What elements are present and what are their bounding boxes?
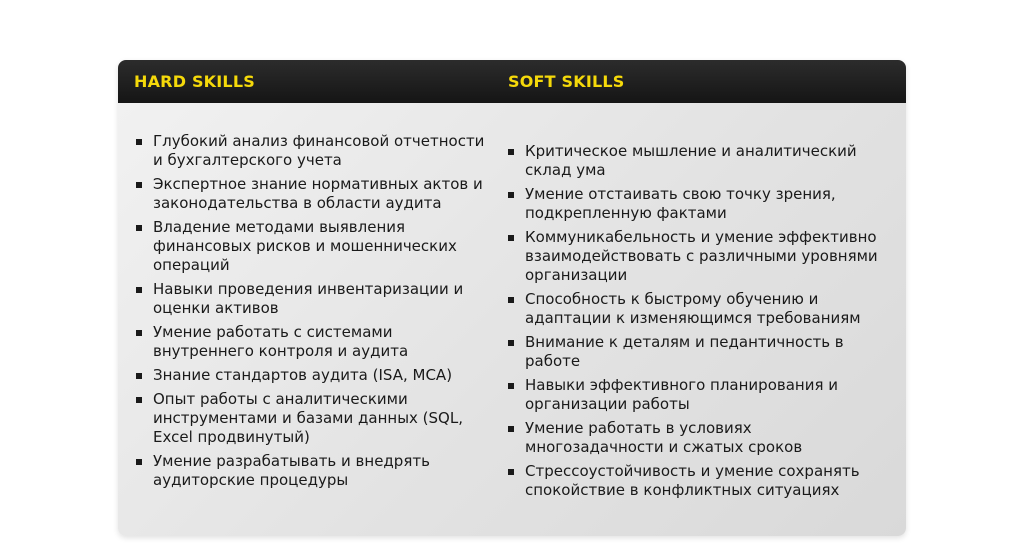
list-item-text: Умение работать в условиях многозадачности и сжатых сроков <box>525 419 803 456</box>
list-item-text: Навыки проведения инвентаризации и оценки активов <box>153 280 464 317</box>
bullet-icon <box>136 182 142 188</box>
bullet-icon <box>508 340 514 346</box>
bullet-icon <box>508 297 514 303</box>
list-item <box>508 419 888 457</box>
bullet-icon <box>136 287 142 293</box>
bullet-icon <box>508 235 514 241</box>
list-item <box>508 228 888 285</box>
list-item-text: Коммуникабельность и умение эффективно взаимодействовать с различными уровнями организации <box>525 228 878 284</box>
skills-header <box>118 60 906 103</box>
list-item-text: Навыки эффективного планирования и организации работы <box>525 376 839 413</box>
list-item <box>136 132 486 170</box>
bullet-icon <box>136 225 142 231</box>
list-item-text: Экспертное знание нормативных актов и законодательства в области аудита <box>153 175 483 212</box>
skills-card <box>118 60 906 536</box>
list-item-text: Критическое мышление и аналитический склад ума <box>525 142 857 179</box>
list-item <box>136 366 486 385</box>
list-item-text: Знание стандартов аудита (ISA, МСА) <box>153 366 453 384</box>
list-item <box>136 323 486 361</box>
list-item <box>508 142 888 180</box>
list-item-text: Владение методами выявления финансовых рисков и мошеннических операций <box>153 218 457 274</box>
list-item-text: Глубокий анализ финансовой отчетности и бухгалтерского учета <box>153 132 485 169</box>
list-item <box>136 175 486 213</box>
hard-skills-title: HARD SKILLS <box>134 72 255 91</box>
list-item-text: Умение разрабатывать и внедрять аудиторские процедуры <box>153 452 430 489</box>
bullet-icon <box>136 373 142 379</box>
list-item-text: Стрессоустойчивость и умение сохранять спокойствие в конфликтных ситуациях <box>525 462 860 499</box>
list-item <box>136 390 486 447</box>
bullet-icon <box>136 330 142 336</box>
list-item <box>508 462 888 500</box>
soft-skills-list <box>508 142 888 505</box>
list-item-text: Опыт работы с аналитическими инструментами и базами данных (SQL, Excel продвинутый) <box>153 390 463 446</box>
hard-skills-list <box>136 132 486 495</box>
bullet-icon <box>508 469 514 475</box>
list-item <box>508 185 888 223</box>
bullet-icon <box>136 139 142 145</box>
list-item-text: Внимание к деталям и педантичность в работе <box>525 333 844 370</box>
bullet-icon <box>508 426 514 432</box>
soft-skills-title: SOFT SKILLS <box>508 72 625 91</box>
list-item <box>508 376 888 414</box>
list-item <box>136 280 486 318</box>
list-item <box>136 218 486 275</box>
list-item <box>508 333 888 371</box>
list-item <box>508 290 888 328</box>
bullet-icon <box>508 383 514 389</box>
list-item-text: Умение отстаивать свою точку зрения, подкрепленную фактами <box>525 185 836 222</box>
bullet-icon <box>136 397 142 403</box>
list-item-text: Умение работать с системами внутреннего контроля и аудита <box>153 323 409 360</box>
bullet-icon <box>136 459 142 465</box>
list-item-text: Способность к быстрому обучению и адаптации к изменяющимся требованиям <box>525 290 861 327</box>
bullet-icon <box>508 149 514 155</box>
bullet-icon <box>508 192 514 198</box>
list-item <box>136 452 486 490</box>
